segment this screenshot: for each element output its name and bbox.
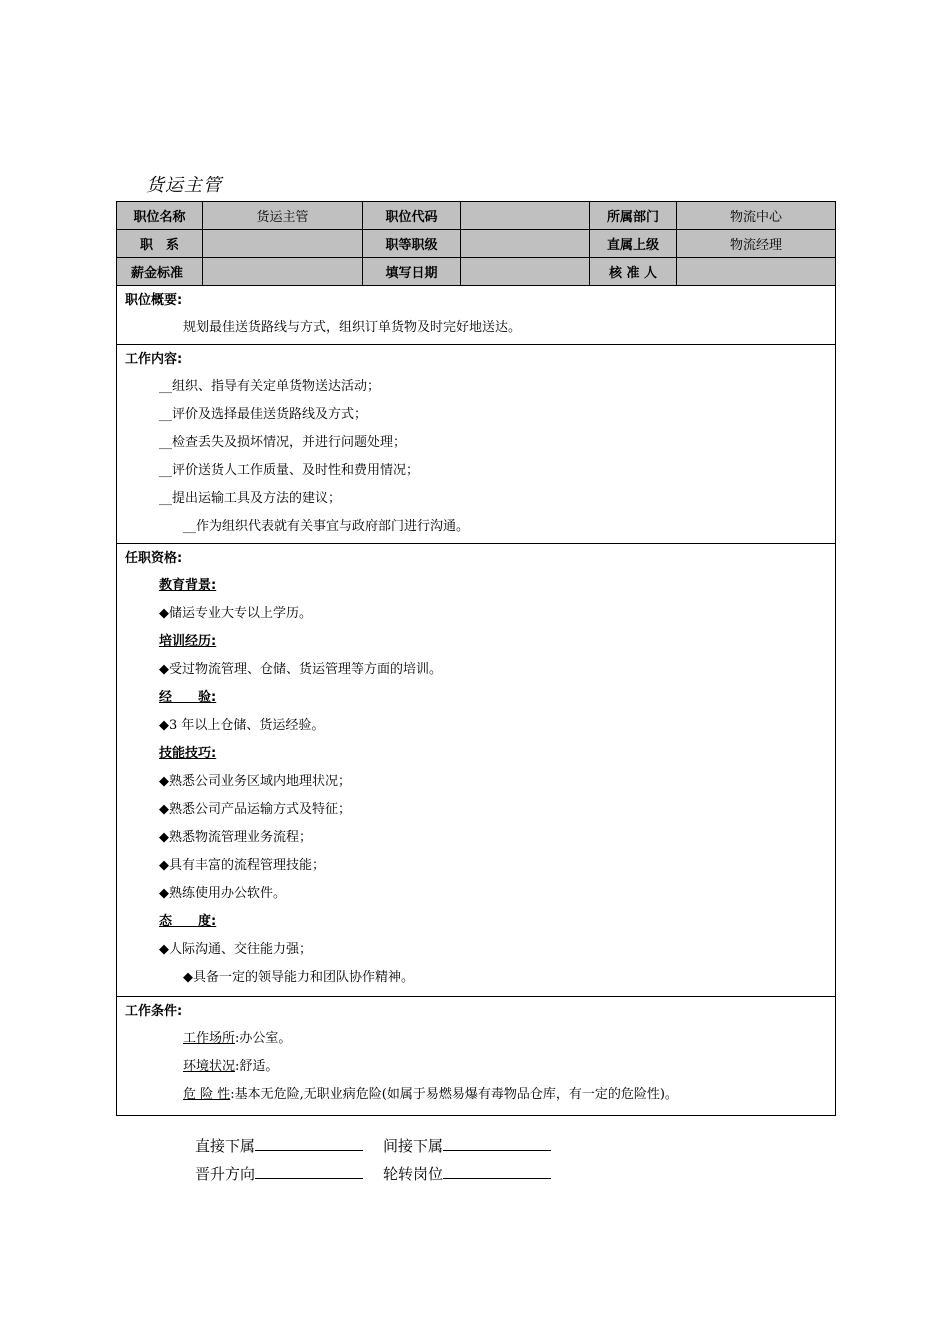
page-title: 货运主管: [146, 175, 222, 196]
qualifications-section: [117, 544, 836, 997]
training-text: ◆受过物流管理、仓储、货运管理等方面的培训。: [159, 662, 442, 677]
conditions-section: [117, 997, 836, 1116]
value-fill-date: [461, 258, 590, 286]
indirect-reports-label: 间接下属: [383, 1137, 444, 1155]
value-grade: [461, 230, 590, 258]
value-salary: [203, 258, 363, 286]
label-position-code: 职位代码: [363, 202, 461, 230]
direct-reports-field: [195, 1135, 363, 1156]
attitude-label: 态 度:: [159, 914, 217, 929]
environment-value: :舒适。: [235, 1059, 279, 1074]
value-position-code: [461, 202, 590, 230]
direct-reports-blank[interactable]: [255, 1135, 363, 1151]
label-salary: 薪金标准: [117, 258, 203, 286]
indirect-reports-field: [383, 1135, 551, 1156]
duty-item: __作为组织代表就有关事宜与政府部门进行沟通。: [183, 519, 470, 534]
label-fill-date: 填写日期: [363, 258, 461, 286]
value-job-family: [203, 230, 363, 258]
duty-item: __提出运输工具及方法的建议；: [159, 491, 342, 506]
duty-item: __评价送货人工作质量、及时性和费用情况；: [159, 463, 420, 478]
job-description-table: [116, 201, 836, 1116]
duties-heading: 工作内容:: [125, 352, 183, 367]
risk-label: 危 险 性: [183, 1087, 231, 1102]
direct-reports-label: 直接下属: [195, 1137, 256, 1155]
duties-section: [117, 345, 836, 544]
header-row-3: [117, 258, 836, 286]
duty-item: __检查丢失及损坏情况，并进行问题处理；: [159, 435, 407, 450]
header-row-2: [117, 230, 836, 258]
summary-heading: 职位概要:: [125, 293, 183, 308]
experience-text: ◆3 年以上仓储、货运经验。: [159, 718, 325, 733]
indirect-reports-blank[interactable]: [443, 1135, 551, 1151]
label-position-name: 职位名称: [117, 202, 203, 230]
skill-item: ◆熟悉公司产品运输方式及特征；: [159, 802, 351, 817]
rotation-label: 轮转岗位: [383, 1165, 444, 1183]
training-label: 培训经历:: [159, 634, 217, 649]
header-row-1: [117, 202, 836, 230]
attitude-item: ◆人际沟通、交往能力强；: [159, 942, 312, 957]
qualifications-heading: 任职资格:: [125, 551, 183, 566]
environment-label: 环境状况: [183, 1059, 236, 1074]
rotation-field: [383, 1163, 551, 1184]
skill-item: ◆熟悉公司业务区域内地理状况；: [159, 774, 351, 789]
education-text: ◆储运专业大专以上学历。: [159, 606, 312, 621]
promotion-field: [195, 1163, 363, 1184]
skill-item: ◆具有丰富的流程管理技能；: [159, 858, 325, 873]
value-approver: [677, 258, 836, 286]
education-label: 教育背景:: [159, 578, 217, 593]
promotion-blank[interactable]: [255, 1163, 363, 1179]
value-department: 物流中心: [677, 202, 836, 230]
skill-item: ◆熟练使用办公软件。: [159, 886, 286, 901]
conditions-heading: 工作条件:: [125, 1004, 183, 1019]
label-job-family: 职 系: [117, 230, 203, 258]
value-position-name: 货运主管: [203, 202, 363, 230]
label-supervisor: 直属上级: [590, 230, 677, 258]
summary-section: [117, 286, 836, 345]
summary-text: 规划最佳送货路线与方式，组织订单货物及时完好地送达。: [183, 320, 522, 335]
attitude-item: ◆具备一定的领导能力和团队协作精神。: [183, 970, 414, 985]
rotation-blank[interactable]: [443, 1163, 551, 1179]
risk-value: :基本无危险,无职业病危险(如属于易燃易爆有毒物品仓库，有一定的危险性)。: [230, 1087, 678, 1102]
label-grade: 职等职级: [363, 230, 461, 258]
label-approver: 核 准 人: [590, 258, 677, 286]
duty-item: __组织、指导有关定单货物送达活动；: [159, 379, 381, 394]
value-supervisor: 物流经理: [677, 230, 836, 258]
experience-label: 经 验:: [159, 690, 217, 705]
label-department: 所属部门: [590, 202, 677, 230]
place-label: 工作场所: [183, 1031, 236, 1046]
place-value: :办公室。: [235, 1031, 292, 1046]
duty-item: __评价及选择最佳送货路线及方式；: [159, 407, 368, 422]
promotion-label: 晋升方向: [195, 1165, 256, 1183]
skill-item: ◆熟悉物流管理业务流程；: [159, 830, 312, 845]
skills-label: 技能技巧:: [159, 746, 217, 761]
